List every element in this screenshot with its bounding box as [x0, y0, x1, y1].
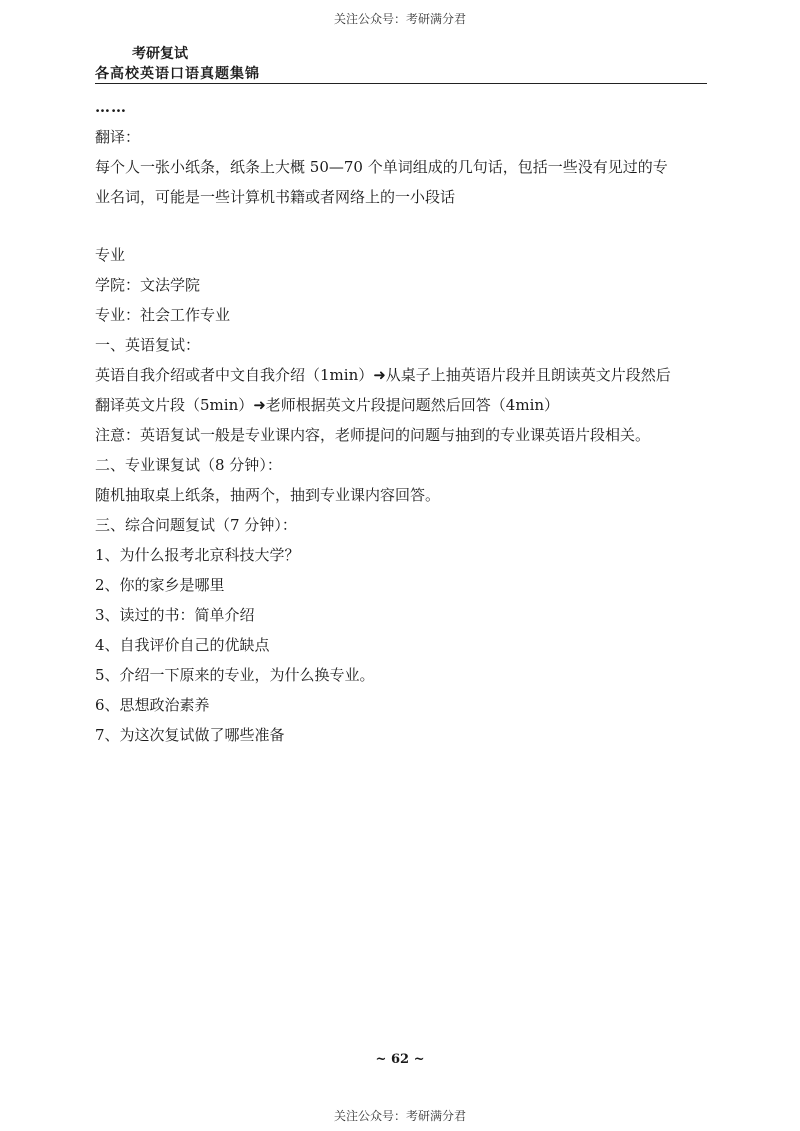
ellipsis: …… — [95, 98, 127, 116]
question-item: 3、读过的书：简单介绍 — [95, 606, 255, 624]
section-1-note: 注意：英语复试一般是专业课内容，老师提问的问题与抽到的专业课英语片段相关。 — [95, 426, 651, 444]
translation-text-line-2: 业名词，可能是一些计算机书籍或者网络上的一小段话 — [95, 188, 456, 206]
section-2-title: 二、专业课复试（8 分钟）： — [95, 456, 282, 474]
spacer — [95, 212, 715, 240]
question-item: 1、为什么报考北京科技大学？ — [95, 546, 300, 564]
question-item: 5、介绍一下原来的专业，为什么换专业。 — [95, 666, 375, 684]
section-2-text: 随机抽取桌上纸条，抽两个，抽到专业课内容回答。 — [95, 486, 441, 504]
header-subtitle: 考研复试 — [132, 46, 188, 62]
section-1-title: 一、英语复试： — [95, 336, 201, 354]
page-header — [95, 44, 707, 84]
college-line: 学院：文法学院 — [95, 276, 201, 294]
top-watermark: 关注公众号：考研满分君 — [333, 12, 466, 26]
page-number: ~ 62 ~ — [375, 1052, 425, 1067]
bottom-watermark: 关注公众号：考研满分君 — [333, 1109, 466, 1123]
major-line: 专业：社会工作专业 — [95, 306, 231, 324]
header-divider — [95, 83, 707, 84]
question-item: 7、为这次复试做了哪些准备 — [95, 726, 285, 744]
section-3-title: 三、综合问题复试（7 分钟）： — [95, 516, 297, 534]
question-item: 2、你的家乡是哪里 — [95, 576, 225, 594]
translation-text-line-1: 每个人一张小纸条，纸条上大概 50—70 个单词组成的几句话，包括一些没有见过的专 — [95, 158, 668, 176]
question-item: 4、自我评价自己的优缺点 — [95, 636, 270, 654]
question-item: 6、思想政治素养 — [95, 696, 210, 714]
section-1-text-line-1: 英语自我介绍或者中文自我介绍（1min）➜从桌子上抽英语片段并且朗读英文片段然后 — [95, 366, 671, 384]
section-1-text-line-2: 翻译英文片段（5min）➜老师根据英文片段提问题然后回答（4min） — [95, 396, 560, 414]
header-title: 各高校英语口语真题集锦 — [95, 66, 260, 82]
translation-heading: 翻译： — [95, 128, 141, 146]
major-heading: 专业 — [95, 246, 126, 264]
document-body — [95, 92, 715, 750]
